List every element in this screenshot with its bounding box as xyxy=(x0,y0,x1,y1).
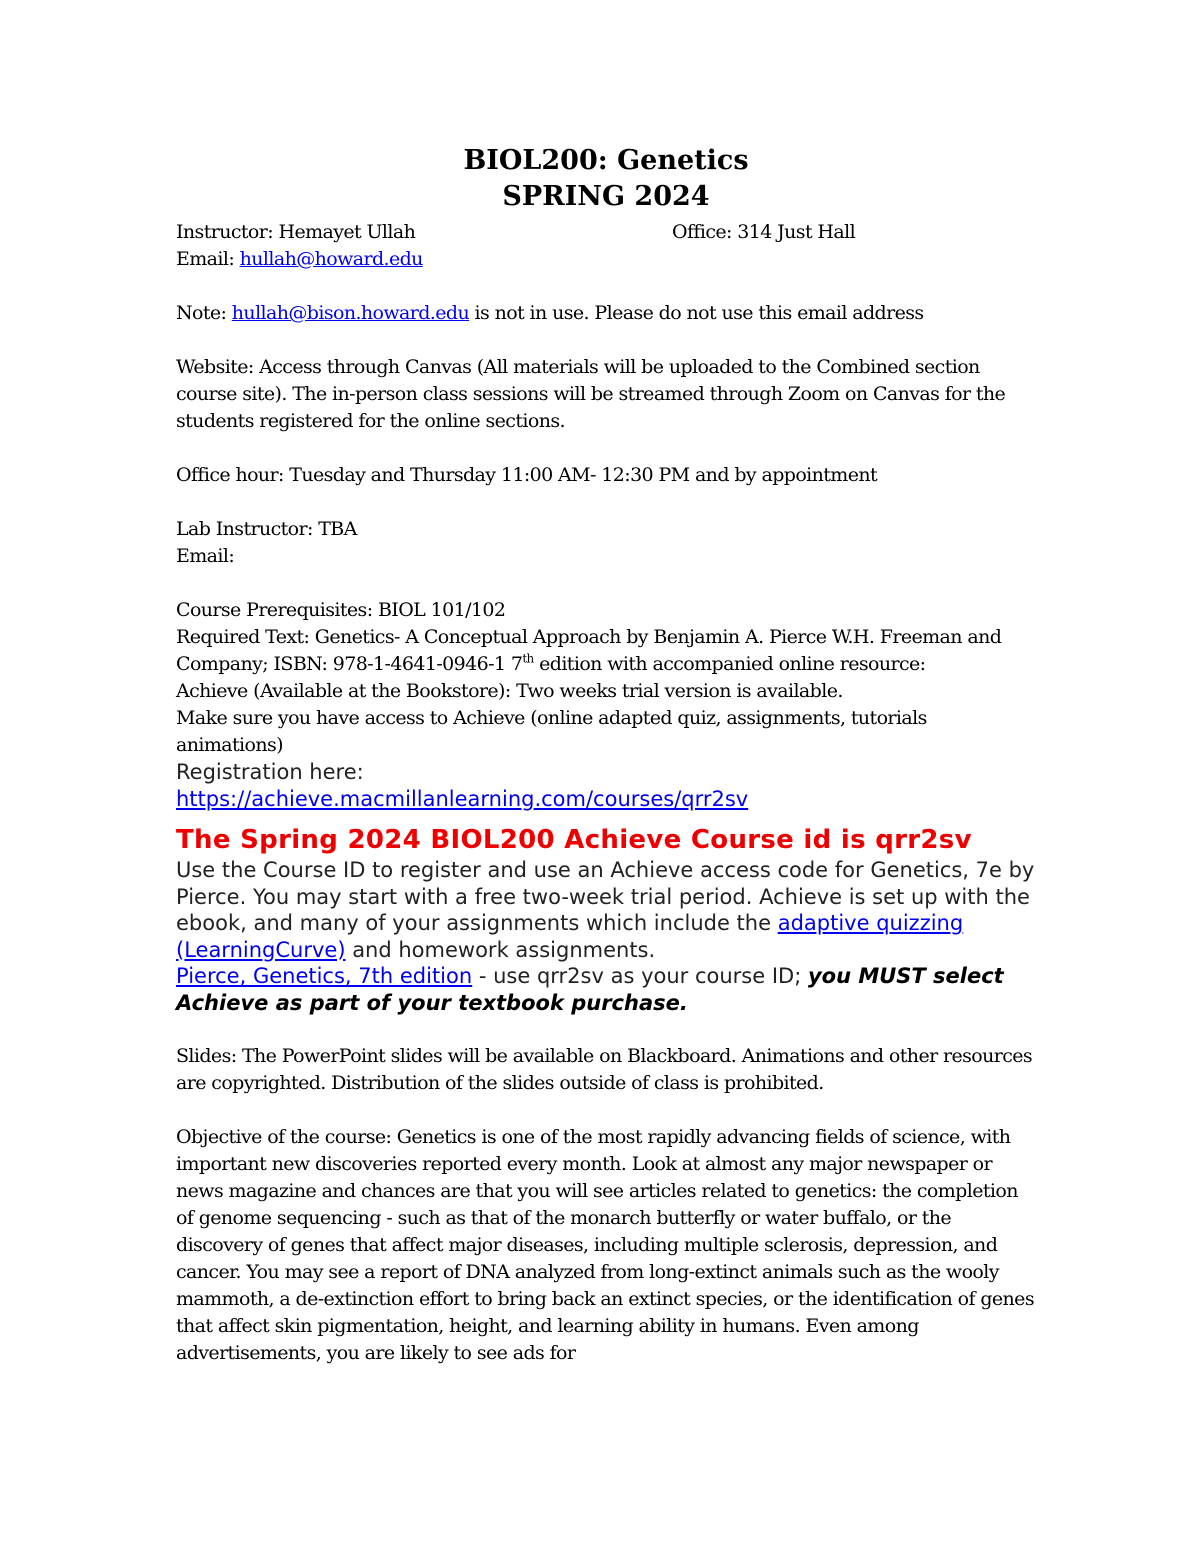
edition-superscript: th xyxy=(522,651,534,666)
lab-email: Email: xyxy=(176,545,235,567)
office-info xyxy=(672,219,855,246)
required-text-part2: edition with accompanied online resource: xyxy=(533,653,926,675)
achieve-availability: Achieve (Available at the Bookstore): Two weeks trial version is available. xyxy=(176,680,843,702)
achieve-instructions xyxy=(176,857,1036,1016)
pierce-genetics-link[interactable]: Pierce, Genetics, 7th edition xyxy=(176,964,473,988)
office-hour-paragraph: Office hour: Tuesday and Thursday 11:00 AM- 12:30 PM and by appointment xyxy=(176,464,878,486)
course-title: BIOL200: Genetics xyxy=(463,145,749,176)
adaptive-quizzing-link[interactable]: adaptive quizzing (LearningCurve) xyxy=(176,911,964,962)
course-term: SPRING 2024 xyxy=(502,181,710,212)
achieve-para1-part1: Use the Course ID to register and use an Achieve access code for Genetics, 7e by Pierce. You may start with a free two-week trial period. Achieve is set up with the ebook, and many of your assignments which include the xyxy=(176,858,1035,935)
registration-label: Registration here: xyxy=(176,760,364,784)
objective-paragraph: Objective of the course: Genetics is one of the most rapidly advancing fields of science, with important new discoveries reported every month. Look at almost any major newspaper or news magazine and chances are that you will see articles related to genetics: the completion of genome sequencing - such as that of the monarch butterfly or water buffalo, or the discovery of genes that affect major diseases, including multiple sclerosis, depression, and cancer. You may see a report of DNA analyzed from long-extinct animals such as the wooly mammoth, a de-extinction effort to bring back an extinct species, or the identification of genes that affect skin pigmentation, height, and learning ability in humans. Even among advertisements, you are likely to see ads for xyxy=(176,1126,1034,1364)
achieve-para2-part1: - use qrr2sv as your course ID; xyxy=(472,964,808,988)
lower-block xyxy=(176,1016,1036,1367)
office-location: 314 Just Hall xyxy=(737,221,856,243)
instructor-block xyxy=(176,219,1036,759)
achieve-paragraph-1 xyxy=(176,857,1036,963)
note-paragraph xyxy=(176,300,1036,327)
instructor-label: Instructor: xyxy=(176,221,279,243)
course-prerequisites: Course Prerequisites: BIOL 101/102 xyxy=(176,599,506,621)
email-label: Email: xyxy=(176,248,240,270)
registration-block xyxy=(176,759,1036,813)
syllabus-page xyxy=(176,143,1036,1367)
lab-instructor: Lab Instructor: TBA xyxy=(176,518,357,540)
instructor-info xyxy=(176,219,672,246)
office-label: Office: xyxy=(672,221,738,243)
website-paragraph: Website: Access through Canvas (All materials will be uploaded to the Combined section course site). The in-person class sessions will be streamed through Zoom on Canvas for the students registered for the online sections. xyxy=(176,356,1006,432)
old-email-link[interactable]: hullah@bison.howard.edu xyxy=(231,302,470,324)
achieve-course-id-heading: The Spring 2024 BIOL200 Achieve Course id is qrr2sv xyxy=(176,825,972,855)
required-text xyxy=(176,624,1036,678)
slides-paragraph: Slides: The PowerPoint slides will be available on Blackboard. Animations and other resources are copyrighted. Distribution of the slides outside of class is prohibited. xyxy=(176,1045,1033,1094)
registration-link[interactable]: https://achieve.macmillanlearning.com/courses/qrr2sv xyxy=(176,787,749,811)
instructor-email-link[interactable]: hullah@howard.edu xyxy=(239,248,423,270)
achieve-must-select: you MUST select Achieve as part of your textbook purchase. xyxy=(176,964,1004,1015)
note-label: Note: xyxy=(176,302,232,324)
note-text: is not in use. Please do not use this email address xyxy=(469,302,924,324)
achieve-access-note: Make sure you have access to Achieve (online adapted quiz, assignments, tutorials animations) xyxy=(176,707,927,756)
achieve-paragraph-2 xyxy=(176,963,1036,1016)
instructor-row xyxy=(176,219,1036,246)
achieve-para1-part2: and homework assignments. xyxy=(345,937,656,962)
instructor-name: Hemayet Ullah xyxy=(278,221,416,243)
required-text-part1: Required Text: Genetics- A Conceptual Approach by Benjamin A. Pierce W.H. Freeman and Company; ISBN: 978-1-4641-0946-1 7 xyxy=(176,626,1002,675)
instructor-email-row xyxy=(176,246,1036,273)
